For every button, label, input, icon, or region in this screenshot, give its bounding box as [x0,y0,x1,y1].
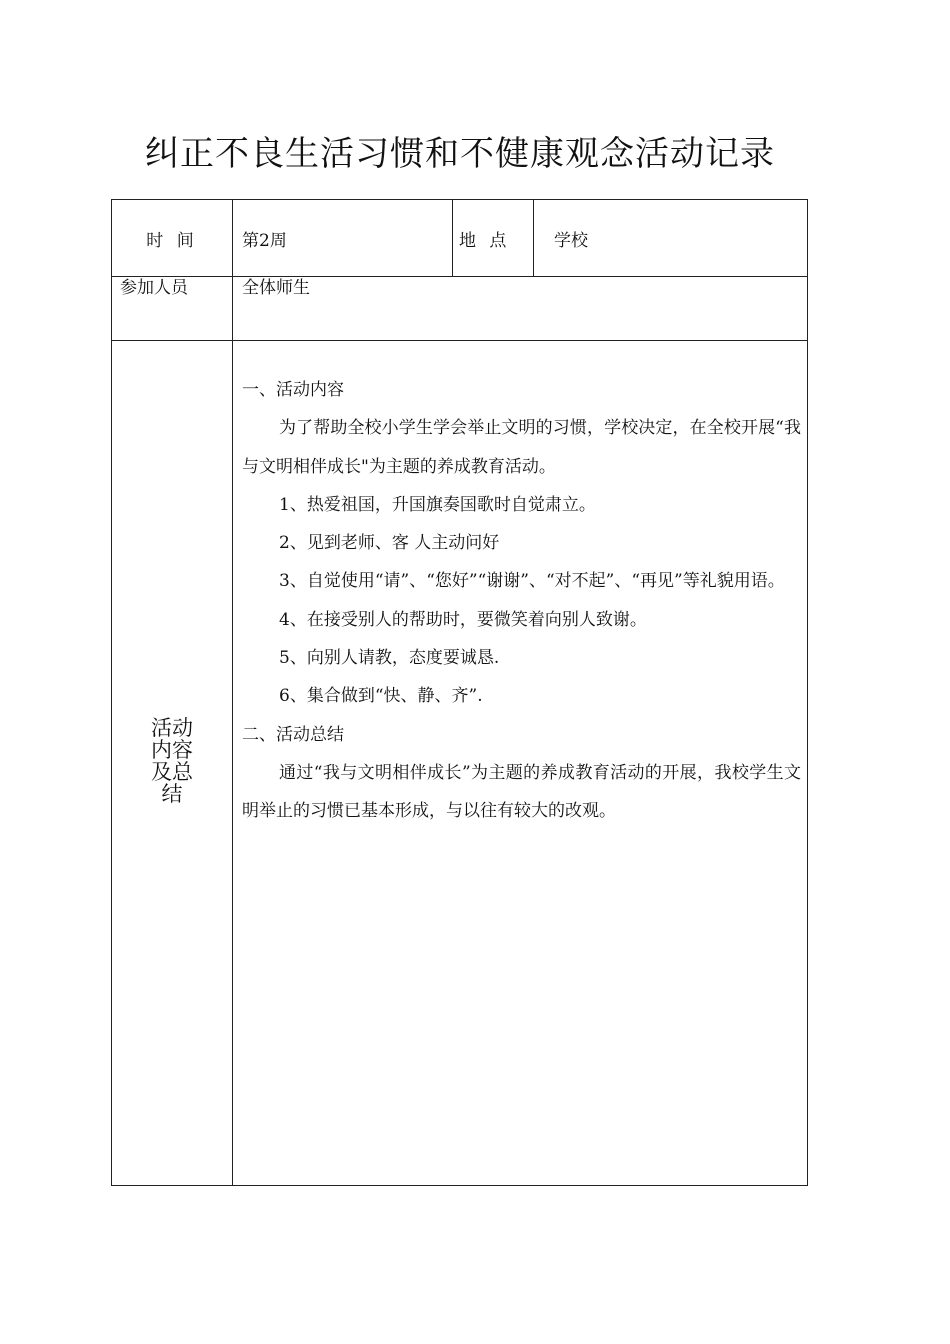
section1-heading: 一、活动内容 [242,380,344,400]
row-content [112,341,808,1186]
row-time-place [112,200,808,277]
content-label-cell [112,341,233,1186]
content-cell [233,341,808,1186]
list-item: 2、见到老师、客 人主动问好 [279,533,500,554]
activity-record-table [111,199,808,1186]
list-item: 1、热爱祖国，升国旗奏国歌时自觉肃立。 [279,494,596,515]
list-item: 4、在接受别人的帮助时，要微笑着向别人致谢。 [279,609,647,630]
participants-label: 参加人员 [112,277,233,341]
intro-paragraph: 为了帮助全校小学生学会举止文明的习惯，学校决定，在全校开展“我与文明相伴成长"为主题的养成教育活动。 [242,418,801,477]
page-title: 纠正不良生活习惯和不健康观念活动记录 [145,134,775,174]
place-label: 地 点 [453,200,534,277]
place-value: 学校 [534,200,808,277]
time-value: 第2周 [233,200,453,277]
section2-heading: 二、活动总结 [242,724,344,745]
summary-paragraph: 通过“我与文明相伴成长”为主题的养成教育活动的开展，我校学生文明举止的习惯已基本形成，与以往有较大的改观。 [242,762,801,822]
list-item: 6、集合做到“快、静、齐”. [279,686,483,707]
content-label: 活动内容及总结 [151,715,193,806]
participants-value: 全体师生 [233,277,808,341]
list-item: 3、自觉使用“请”、“您好”“谢谢”、“对不起”、“再见”等礼貌用语。 [279,571,785,592]
row-participants [112,277,808,341]
time-label: 时 间 [112,200,233,277]
list-item: 5、向别人请教，态度要诚恳. [279,648,500,669]
